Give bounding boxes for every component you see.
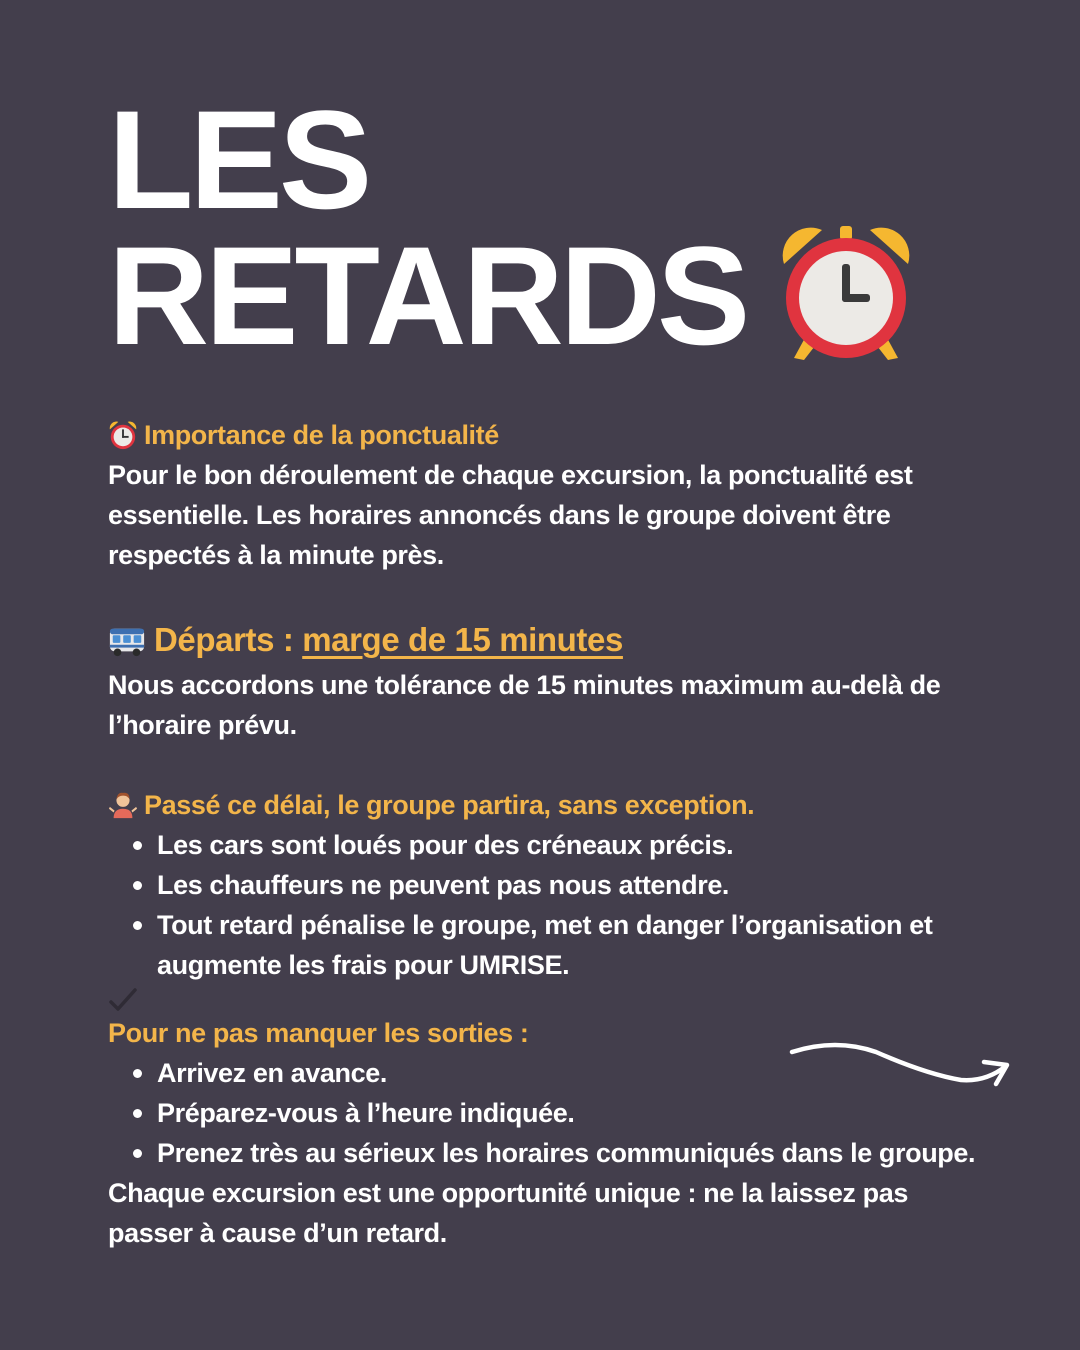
bus-icon bbox=[108, 621, 146, 659]
list-item: Préparez-vous à l’heure indiquée. bbox=[157, 1093, 988, 1133]
section-body-departs: Nous accordons une tolérance de 15 minutes maximum au-delà de l’horaire prévu. bbox=[108, 670, 941, 740]
section-heading-departs-prefix: Départs : bbox=[154, 621, 303, 658]
title-line-2-wrap bbox=[108, 217, 916, 374]
section-heading-delai bbox=[108, 785, 988, 825]
section-heading-conseils-text: Pour ne pas manquer les sorties : bbox=[108, 1018, 529, 1048]
section-heading-departs-highlight: marge de 15 minutes bbox=[302, 621, 623, 658]
list-item: Tout retard pénalise le groupe, met en danger l’organisation et augmente les frais pour UMRISE. bbox=[157, 905, 988, 985]
list-item: Les chauffeurs ne peuvent pas nous attendre. bbox=[157, 865, 988, 905]
section-heading-ponctualite-text: Importance de la ponctualité bbox=[144, 420, 499, 450]
list-item: Prenez très au sérieux les horaires communiqués dans le groupe. bbox=[157, 1133, 988, 1173]
check-mark-icon bbox=[108, 987, 138, 1013]
title-line-1: LES bbox=[108, 81, 369, 238]
section-body-ponctualite: Pour le bon déroulement de chaque excursion, la ponctualité est essentielle. Les horaires annoncés dans le groupe doivent être respectés à la minute près. bbox=[108, 460, 913, 570]
content bbox=[108, 415, 988, 1253]
section-heading-departs bbox=[108, 615, 988, 665]
alarm-clock-icon bbox=[108, 420, 138, 450]
page-title bbox=[108, 81, 916, 374]
section-heading-ponctualite bbox=[108, 415, 988, 455]
closing-text: Chaque excursion est une opportunité unique : ne la laissez pas passer à cause d’un retard. bbox=[108, 1178, 908, 1248]
list-item: Les cars sont loués pour des créneaux précis. bbox=[157, 825, 988, 865]
person-shrugging-icon bbox=[108, 790, 138, 820]
delai-list bbox=[108, 825, 988, 985]
section-heading-delai-text: Passé ce délai, le groupe partira, sans exception. bbox=[144, 790, 755, 820]
alarm-clock-icon bbox=[776, 224, 916, 364]
swoosh-arrow-icon bbox=[786, 1036, 1016, 1096]
title-line-2: RETARDS bbox=[108, 217, 747, 374]
list-item: Arrivez en avance. bbox=[157, 1053, 988, 1093]
